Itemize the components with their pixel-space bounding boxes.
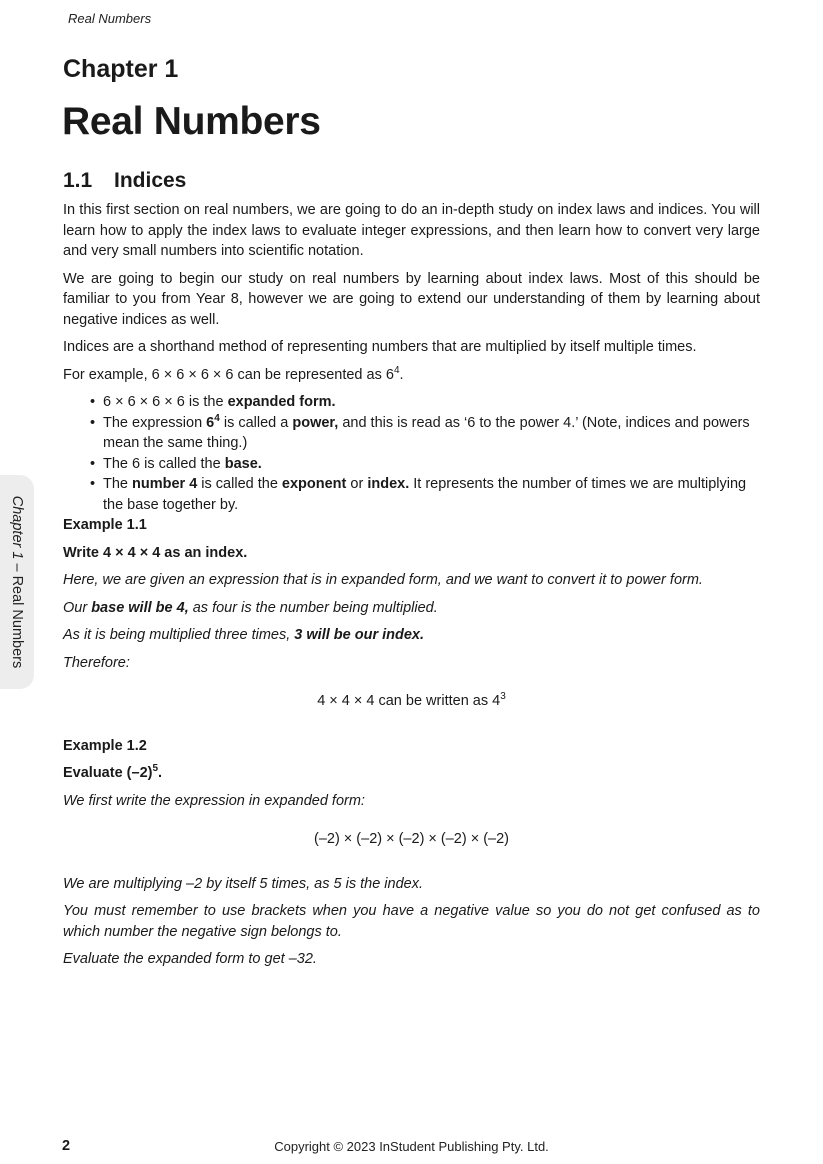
intro-paragraph-2: We are going to begin our study on real numbers by learning about index laws. Most of this should be familiar to you from Year 8, however we are going to extend our understanding of them by learning about negative indices as well. [63,270,760,328]
text-span: . [158,765,163,781]
text-span: is called the [197,476,282,492]
text-span: . [399,366,404,383]
side-tab-title: Real Numbers [9,575,25,669]
page-number: 2 [62,1138,71,1154]
section-title: Indices [114,169,187,192]
example-2-question [63,763,760,784]
section-heading [63,169,186,193]
section-number: 1.1 [63,169,93,192]
bold-term: number 4 [132,476,198,492]
power-exponent: 4 [393,364,400,376]
text-span: can be written as [374,693,493,709]
bold-term: expanded form. [227,394,336,410]
example-1-line-1: Here, we are given an expression that is in expanded form, and we want to convert it to power form. [63,572,703,588]
example-2-line-3: You must remember to use brackets when you have a negative value so you do not get confused as to which number the negative sign belongs to. [63,903,760,940]
text-span: The 6 is called the [103,455,225,472]
text-span: Our [63,599,92,616]
bold-term: 3 will be our index. [294,627,425,643]
example-2-expanded: (–2) × (–2) × (–2) × (–2) × (–2) [313,831,510,847]
power-exponent: 3 [500,691,506,702]
chapter-label: Chapter 1 [63,55,179,83]
math-expression: 6 × 6 × 6 × 6 [103,394,185,410]
power-base: 6 [385,366,394,383]
math-expression: 4 × 4 × 4 [317,693,375,709]
intro-paragraph-3: Indices are a shorthand method of representing numbers that are multiplied by itself multiple times. [63,339,697,355]
list-item [103,454,760,475]
bold-term: power, [292,414,339,431]
power-exponent: 4 [214,412,220,424]
list-item [103,474,760,515]
text-span: For example, [63,366,152,383]
bold-term: base. [224,455,262,472]
example-2-line-2: We are multiplying –2 by itself 5 times, as 5 is the index. [63,875,423,892]
example-2-title: Example 1.2 [63,737,147,754]
side-tab-chapter: Chapter 1 [9,495,25,560]
text-span: or [346,476,368,492]
power-base: 4 [492,693,501,709]
text-span: Evaluate (–2) [63,765,153,781]
page-content [63,200,760,977]
copyright-notice: Copyright © 2023 InStudent Publishing Pty. Ltd. [274,1139,549,1154]
text-span: It represents the number of times we are multiplying the base together by. [103,476,747,513]
example-1-line-4: Therefore: [63,654,130,671]
list-item [103,392,760,413]
chapter-title: Real Numbers [62,100,321,143]
running-head: Real Numbers [68,11,152,26]
example-2-line-4: Evaluate the expanded form to get –32. [63,951,317,967]
chapter-side-tab-label [9,496,25,668]
example-2-line-1: We first write the expression in expanded form: [63,792,365,809]
text-span: As it is being multiplied three times, [63,627,295,643]
intro-paragraph-1: In this first section on real numbers, we are going to do an in-depth study on index laws and indices. You will learn how to apply the index laws to evaluate integer expressions, and then learn how to convert very large and very small numbers into scientific notation. [63,202,760,259]
bold-term: exponent [281,476,347,492]
power-exponent: 5 [152,763,159,774]
example-1-question: Write 4 × 4 × 4 as an index. [63,544,248,561]
definition-list [63,392,760,515]
text-span: can be represented as [233,366,386,383]
intro-paragraph-4 [63,365,760,386]
list-item [103,413,760,454]
text-span: The expression [103,414,207,431]
text-span: and this is read as ‘6 to the power 4.’ (Note, indices and powers mean the same thing.) [103,414,750,451]
text-span: is the [184,394,228,410]
text-span: The [103,476,133,492]
text-span: is called a [219,414,293,431]
bold-term: index. [367,476,410,492]
example-1-title: Example 1.1 [63,517,147,533]
bold-power [206,412,220,431]
example-1-line-3 [63,625,760,646]
side-tab-separator: – [9,559,25,576]
example-1-line-2 [63,598,760,619]
text-span: as four is the number being multiplied. [188,599,438,616]
bold-term: base will be 4, [91,599,189,616]
math-expression: 6 × 6 × 6 × 6 [151,366,234,383]
example-1-result [63,691,760,712]
power-base: 6 [206,414,215,431]
